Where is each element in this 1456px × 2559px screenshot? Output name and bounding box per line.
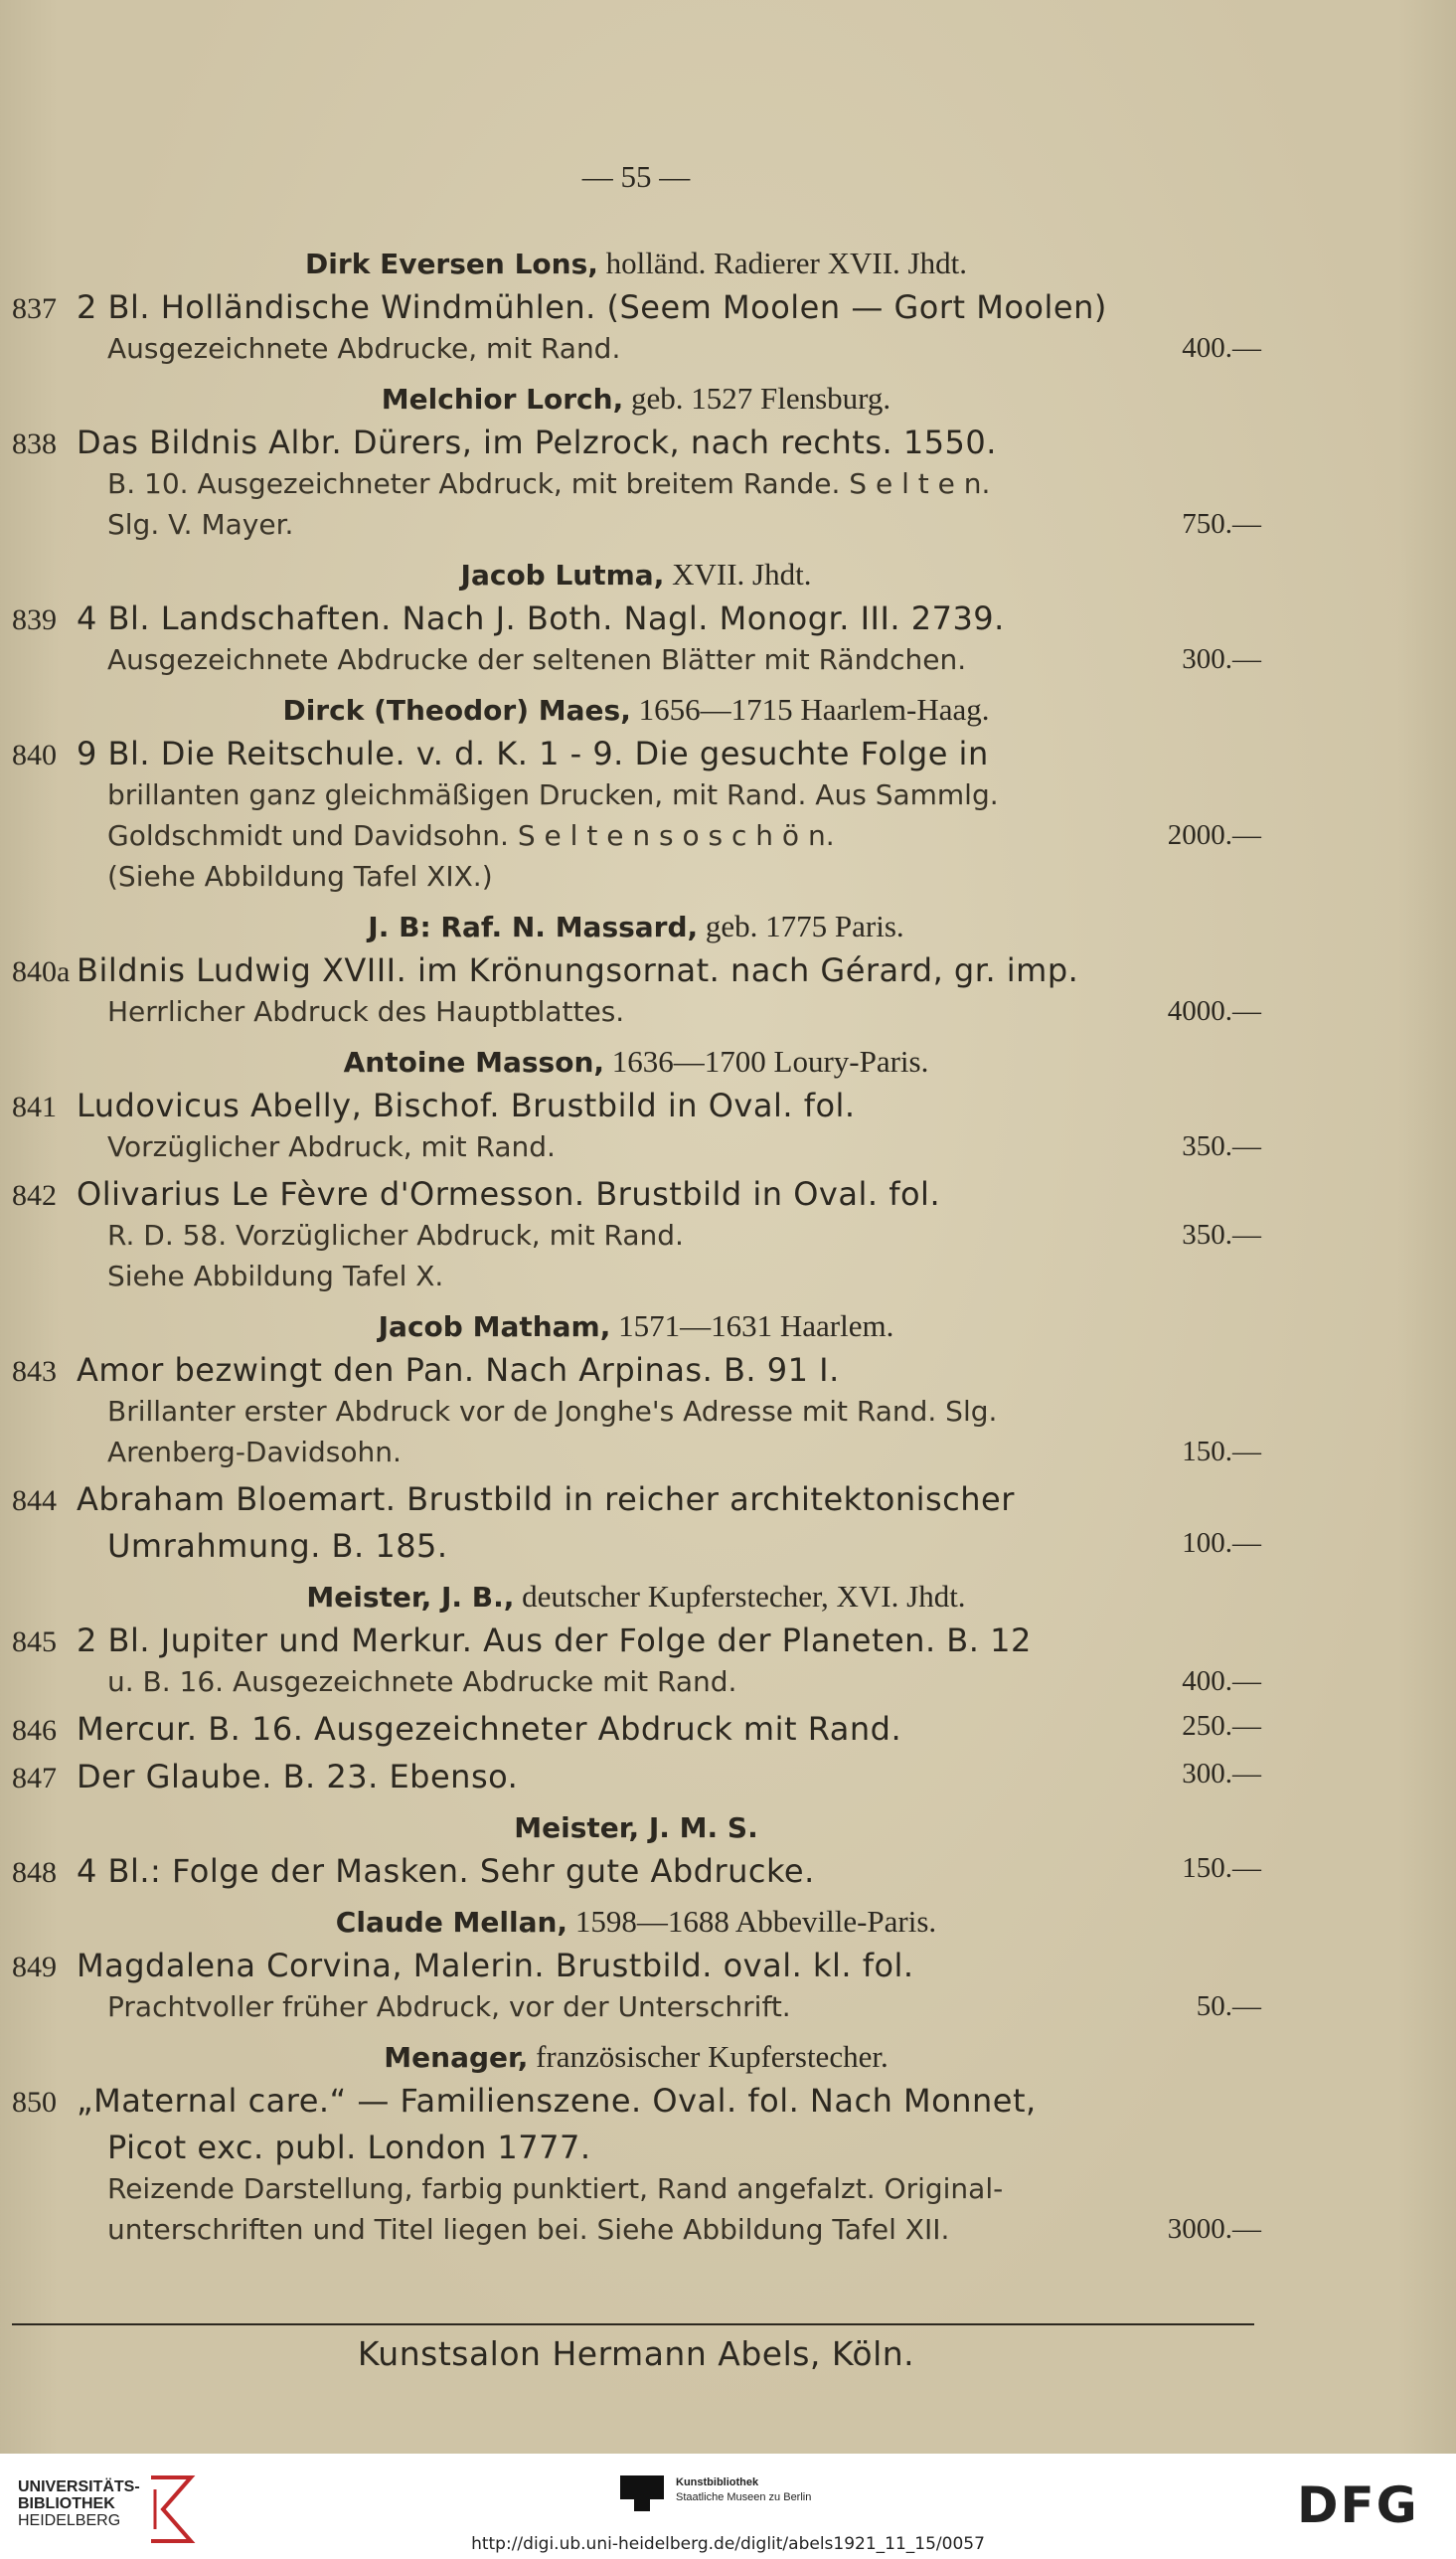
artist-heading bbox=[0, 909, 1272, 944]
lot-number: 849 bbox=[12, 1951, 57, 1983]
lot-title: Bildnis Ludwig XVIII. im Krönungsornat. nach Gérard, gr. imp. bbox=[77, 951, 1079, 989]
lot-description: Brillanter erster Abdruck vor de Jonghe's Adresse mit Rand. Slg. bbox=[107, 1395, 998, 1428]
artist-name: Melchior Lorch, bbox=[381, 383, 624, 416]
lot-number: 850 bbox=[12, 2086, 57, 2119]
lot-title: Picot exc. publ. London 1777. bbox=[107, 2129, 591, 2166]
lot-number: 840a bbox=[12, 955, 71, 988]
lot-description: Ausgezeichnete Abdrucke, mit Rand. bbox=[107, 332, 621, 365]
ub-line1: UNIVERSITÄTS- bbox=[18, 2478, 140, 2495]
lot-title: 4 Bl.: Folge der Masken. Sehr gute Abdrucke. bbox=[77, 1852, 815, 1890]
lot-price: 350.— bbox=[1182, 1130, 1261, 1162]
lot-title: „Maternal care.“ — Familienszene. Oval. fol. Nach Monnet, bbox=[77, 2082, 1037, 2120]
lot-description: Goldschmidt und Davidsohn. S e l t e n s o s c h ö n. bbox=[107, 819, 835, 852]
lot-title: Der Glaube. B. 23. Ebenso. bbox=[77, 1758, 519, 1795]
lot-price: 50.— bbox=[1196, 1990, 1261, 2022]
artist-name: Meister, J. B., bbox=[306, 1581, 515, 1614]
lot-title: 2 Bl. Jupiter und Merkur. Aus der Folge der Planeten. B. 12 bbox=[77, 1621, 1032, 1659]
artist-heading bbox=[0, 1308, 1272, 1344]
lot-number: 839 bbox=[12, 603, 57, 636]
lot-price: 350.— bbox=[1182, 1219, 1261, 1251]
artist-description: deutscher Kupferstecher, XVI. Jhdt. bbox=[514, 1579, 966, 1614]
lot-number: 843 bbox=[12, 1355, 57, 1388]
artist-heading bbox=[0, 692, 1272, 728]
lot-price: 300.— bbox=[1182, 1758, 1261, 1790]
lot-price: 400.— bbox=[1182, 332, 1261, 364]
lot-price: 100.— bbox=[1182, 1527, 1261, 1559]
ub-heidelberg-text[interactable] bbox=[18, 2478, 140, 2529]
artist-heading bbox=[0, 2039, 1272, 2075]
lot-number: 848 bbox=[12, 1856, 57, 1889]
kb-line1: Kunstbibliothek bbox=[676, 2476, 759, 2488]
lot-description: Slg. V. Mayer. bbox=[107, 508, 294, 541]
artist-heading bbox=[0, 557, 1272, 593]
artist-description: 1656—1715 Haarlem-Haag. bbox=[630, 692, 990, 727]
lot-number: 841 bbox=[12, 1091, 57, 1123]
lot-title: 4 Bl. Landschaften. Nach J. Both. Nagl. Monogr. III. 2739. bbox=[77, 599, 1005, 637]
artist-description: 1571—1631 Haarlem. bbox=[610, 1308, 894, 1343]
lot-description: u. B. 16. Ausgezeichnete Abdrucke mit Rand. bbox=[107, 1665, 737, 1698]
artist-name: Jacob Matham, bbox=[378, 1310, 611, 1343]
artist-name: Claude Mellan, bbox=[335, 1906, 568, 1939]
lot-title: Amor bezwingt den Pan. Nach Arpinas. B. 91 I. bbox=[77, 1351, 840, 1389]
lot-number: 838 bbox=[12, 427, 57, 460]
lot-price: 400.— bbox=[1182, 1665, 1261, 1697]
artist-name: Dirk Eversen Lons, bbox=[305, 248, 598, 280]
artist-description: geb. 1775 Paris. bbox=[698, 909, 904, 943]
artist-description: 1598—1688 Abbeville-Paris. bbox=[567, 1904, 937, 1939]
lot-title: 9 Bl. Die Reitschule. v. d. K. 1 - 9. Die gesuchte Folge in bbox=[77, 735, 989, 772]
lot-title: Umrahmung. B. 185. bbox=[107, 1527, 448, 1565]
artist-description: französischer Kupferstecher. bbox=[528, 2039, 889, 2074]
lot-price: 150.— bbox=[1182, 1852, 1261, 1884]
artist-heading bbox=[0, 1809, 1272, 1845]
footer-rule bbox=[12, 2323, 1254, 2325]
lot-title: Das Bildnis Albr. Dürers, im Pelzrock, nach rechts. 1550. bbox=[77, 424, 997, 461]
lot-title: Olivarius Le Fèvre d'Ormesson. Brustbild in Oval. fol. bbox=[77, 1175, 941, 1213]
lot-description: Arenberg-Davidsohn. bbox=[107, 1436, 402, 1468]
lot-description: Vorzüglicher Abdruck, mit Rand. bbox=[107, 1130, 556, 1163]
lot-description: brillanten ganz gleichmäßigen Drucken, mit Rand. Aus Sammlg. bbox=[107, 778, 999, 811]
page-number: — 55 — bbox=[581, 159, 691, 194]
lot-title: Magdalena Corvina, Malerin. Brustbild. oval. kl. fol. bbox=[77, 1947, 914, 1984]
lot-description: Herrlicher Abdruck des Hauptblattes. bbox=[107, 995, 625, 1028]
lot-number: 844 bbox=[12, 1484, 57, 1517]
lot-price: 250.— bbox=[1182, 1710, 1261, 1742]
permalink-url[interactable]: http://digi.ub.uni-heidelberg.de/diglit/abels1921_11_15/0057 bbox=[471, 2534, 985, 2554]
lot-price: 2000.— bbox=[1167, 819, 1261, 851]
kunstbibliothek-text bbox=[676, 2475, 811, 2505]
lot-title: 2 Bl. Holländische Windmühlen. (Seem Moolen — Gort Moolen) bbox=[77, 288, 1107, 326]
artist-heading bbox=[0, 246, 1272, 281]
artist-heading bbox=[0, 1904, 1272, 1940]
dfg-logo[interactable]: DFG bbox=[1297, 2476, 1419, 2534]
page-footer: Kunstsalon Hermann Abels, Köln. bbox=[357, 2334, 915, 2373]
artist-name: Jacob Lutma, bbox=[460, 559, 665, 592]
artist-description: XVII. Jhdt. bbox=[664, 557, 812, 592]
ub-line3: HEIDELBERG bbox=[18, 2512, 121, 2529]
lot-description: R. D. 58. Vorzüglicher Abdruck, mit Rand. bbox=[107, 1219, 684, 1252]
artist-heading bbox=[0, 381, 1272, 417]
artist-name: Antoine Masson, bbox=[343, 1046, 605, 1079]
lot-description: Prachtvoller früher Abdruck, vor der Unterschrift. bbox=[107, 1990, 791, 2023]
lot-number: 840 bbox=[12, 739, 57, 771]
lot-description: Ausgezeichnete Abdrucke der seltenen Blätter mit Rändchen. bbox=[107, 643, 967, 676]
artist-heading bbox=[0, 1044, 1272, 1080]
lot-number: 837 bbox=[12, 292, 57, 325]
lot-number: 846 bbox=[12, 1714, 57, 1747]
lot-description: Reizende Darstellung, farbig punktiert, Rand angefalzt. Original- bbox=[107, 2172, 1004, 2205]
lot-number: 842 bbox=[12, 1179, 57, 1212]
ub-line2: BIBLIOTHEK bbox=[18, 2495, 115, 2512]
lot-title: Ludovicus Abelly, Bischof. Brustbild in Oval. fol. bbox=[77, 1087, 856, 1124]
artist-name: Dirck (Theodor) Maes, bbox=[282, 694, 631, 727]
lot-number: 847 bbox=[12, 1762, 57, 1794]
lot-price: 750.— bbox=[1182, 508, 1261, 540]
artist-description: geb. 1527 Flensburg. bbox=[623, 381, 891, 416]
lot-description: Siehe Abbildung Tafel X. bbox=[107, 1260, 444, 1292]
lot-title: Mercur. B. 16. Ausgezeichneter Abdruck mit Rand. bbox=[77, 1710, 902, 1748]
lot-price: 150.— bbox=[1182, 1436, 1261, 1467]
lot-price: 4000.— bbox=[1167, 995, 1261, 1027]
artist-description: 1636—1700 Loury-Paris. bbox=[604, 1044, 929, 1079]
artist-name: Meister, J. M. S. bbox=[514, 1811, 758, 1844]
lot-description: unterschriften und Titel liegen bei. Siehe Abbildung Tafel XII. bbox=[107, 2213, 950, 2246]
lot-price: 300.— bbox=[1182, 643, 1261, 675]
lot-description: B. 10. Ausgezeichneter Abdruck, mit breitem Rande. S e l t e n. bbox=[107, 467, 991, 500]
artist-name: Menager, bbox=[384, 2041, 529, 2074]
lot-price: 3000.— bbox=[1167, 2213, 1261, 2245]
lot-title: Abraham Bloemart. Brustbild in reicher architektonischer bbox=[77, 1480, 1015, 1518]
lot-description: (Siehe Abbildung Tafel XIX.) bbox=[107, 860, 493, 893]
artist-description: holländ. Radierer XVII. Jhdt. bbox=[597, 246, 967, 280]
artist-heading bbox=[0, 1579, 1272, 1615]
kb-line2: Staatliche Museen zu Berlin bbox=[676, 2491, 812, 2503]
lot-number: 845 bbox=[12, 1625, 57, 1658]
artist-name: J. B: Raf. N. Massard, bbox=[368, 911, 699, 943]
kunstbibliothek-logo-icon[interactable] bbox=[620, 2475, 664, 2511]
